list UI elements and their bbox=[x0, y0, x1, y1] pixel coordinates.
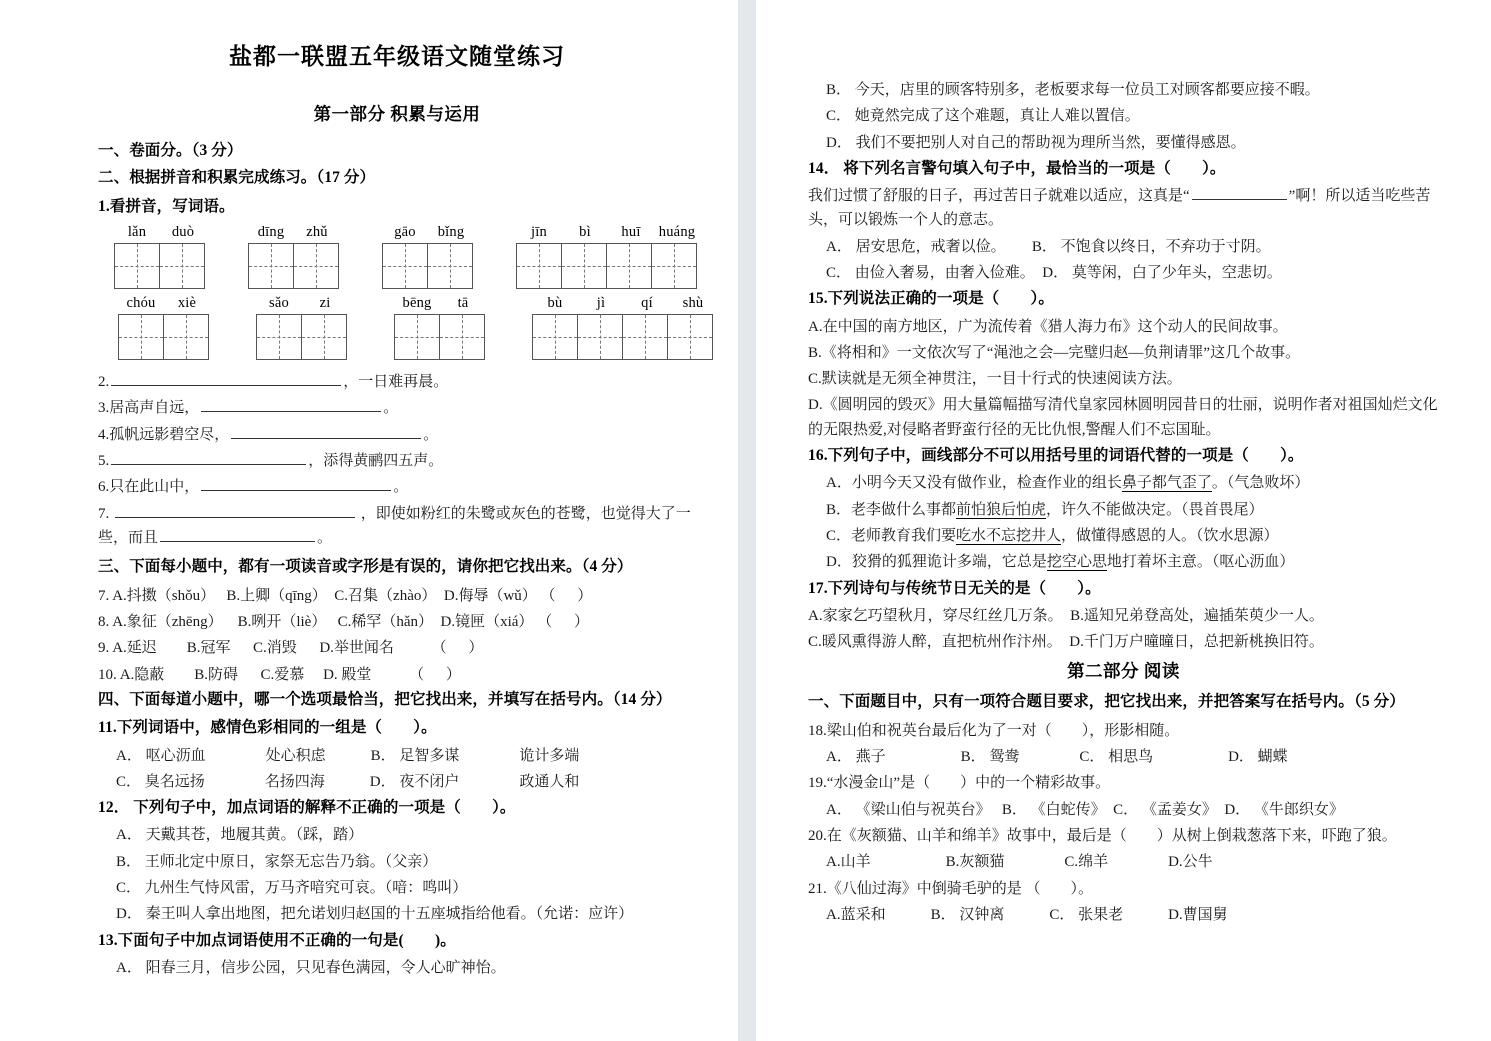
option-text-before: 狡猾的狐狸诡计多端，它总是 bbox=[851, 554, 1047, 571]
part-two-section-1-heading: 一、下面题目中，只有一项符合题目要求，把它找出来，并把答案写在括号内。（5 分） bbox=[808, 693, 1405, 711]
item-number: 7. bbox=[98, 587, 110, 604]
tianzige-grid[interactable] bbox=[118, 314, 210, 360]
option-b[interactable]: B.防碍 bbox=[194, 666, 239, 683]
pinyin-labels bbox=[256, 295, 348, 312]
pinyin-syllable: jīn bbox=[531, 224, 547, 241]
tianzige-cell[interactable] bbox=[163, 314, 209, 360]
question-15-option[interactable]: A.在中国的南方地区，广为流传着《猎人海力布》这个动人的民间故事。 bbox=[808, 318, 1288, 335]
pinyin-syllable: shù bbox=[682, 295, 704, 312]
item-text: ，添得黄鹂四五声。 bbox=[308, 453, 444, 470]
question-20-options[interactable]: A.山羊 B.灰额猫 C.绵羊 D.公牛 bbox=[826, 854, 1213, 871]
option-a[interactable]: A.象征（zhēng） bbox=[112, 614, 223, 631]
option-a[interactable]: A.延迟 bbox=[112, 640, 157, 657]
pinyin-syllable: chóu bbox=[126, 295, 156, 312]
answer-parenthesis[interactable]: （ ） bbox=[540, 587, 593, 604]
item-number: 9. bbox=[98, 640, 110, 657]
section-4-heading: 四、下面每道小题中，哪一个选项最恰当，把它找出来，并填写在括号内。（14 分） bbox=[98, 690, 672, 708]
question-12-heading: 12． 下列句子中，加点词语的解释不正确的一项是（ ）。 bbox=[98, 799, 516, 817]
stem-text-before: 我们过惯了舒服的日子，再过苦日子就难以适应，这真是“ bbox=[808, 188, 1190, 205]
option-b[interactable]: B． 不饱食以终日，不弃功于寸阴。 bbox=[1031, 238, 1271, 255]
tianzige-cell[interactable] bbox=[293, 243, 339, 289]
pron-item bbox=[98, 584, 696, 608]
pinyin-labels bbox=[532, 295, 716, 312]
option-b[interactable]: B.上卿（qīng） bbox=[226, 587, 327, 604]
item-number: 3. bbox=[98, 400, 110, 417]
item-text: 。 bbox=[423, 426, 439, 443]
answer-blank[interactable] bbox=[160, 527, 315, 542]
pinyin-syllable: huī bbox=[621, 224, 641, 241]
option-text-before: 小明今天又没有做作业，检查作业的组长 bbox=[851, 475, 1122, 492]
option-a[interactable]: A． 居安思危，戒奢以俭。 bbox=[826, 238, 1006, 255]
pinyin-syllable: lǎn bbox=[127, 224, 147, 241]
pinyin-labels bbox=[118, 295, 210, 312]
fill-item bbox=[98, 475, 696, 499]
question-16-option[interactable] bbox=[808, 471, 1439, 495]
question-15-heading: 15.下列说法正确的一项是（ ）。 bbox=[808, 290, 1054, 308]
item-number: 4. bbox=[98, 426, 110, 443]
pinyin-group bbox=[382, 224, 474, 289]
item-number: 10. bbox=[98, 666, 117, 683]
pinyin-syllable: jì bbox=[596, 295, 606, 312]
question-12-option[interactable]: C． 九州生气恃风雷，万马齐喑究可哀。（喑：鸣叫） bbox=[116, 880, 468, 897]
item-text: 孤帆远影碧空尽， bbox=[109, 426, 230, 443]
pinyin-syllable: tā bbox=[457, 295, 469, 312]
page-left bbox=[0, 0, 738, 1041]
pinyin-labels bbox=[248, 224, 340, 241]
option-text-before: 老李做什么事都 bbox=[851, 501, 957, 518]
tianzige-cell[interactable] bbox=[301, 314, 347, 360]
pron-item bbox=[98, 636, 696, 660]
option-c[interactable]: C.爱慕 bbox=[260, 666, 305, 683]
tianzige-cell[interactable] bbox=[532, 314, 578, 360]
pinyin-syllable: zi bbox=[319, 295, 331, 312]
question-15-option[interactable]: B.《将相和》一文依次写了“渑池之会—完璧归赵—负荆请罪”这几个故事。 bbox=[808, 344, 1301, 361]
item-text: 。 bbox=[383, 400, 399, 417]
question-21-options[interactable]: A.蓝采和 B． 汉钟离 C． 张果老 D.曹国舅 bbox=[826, 906, 1228, 923]
answer-blank[interactable] bbox=[231, 424, 421, 439]
option-text-after: ，做懂得感恩的人。（饮水思源） bbox=[1061, 527, 1279, 544]
option-d[interactable]: D.侮辱（wǔ） bbox=[443, 587, 537, 604]
pinyin-syllable: bēng bbox=[402, 295, 432, 312]
question-12-option[interactable]: A． 天戴其苍，地履其黄。（踩，踏） bbox=[116, 827, 364, 844]
question-13-option[interactable]: A． 阳春三月，信步公园，只见春色满园，令人心旷神怡。 bbox=[116, 959, 506, 976]
answer-parenthesis[interactable]: （ ） bbox=[375, 666, 462, 683]
pinyin-group bbox=[248, 224, 340, 289]
tianzige-cell[interactable] bbox=[427, 243, 473, 289]
pinyin-labels bbox=[394, 295, 486, 312]
pinyin-grid-row-2 bbox=[98, 295, 704, 360]
pinyin-group bbox=[532, 295, 716, 360]
question-12-option[interactable]: B． 王师北定中原日，家祭无忘告乃翁。（父亲） bbox=[116, 853, 438, 870]
question-11-options-row[interactable]: C． 臭名远扬 名扬四海 D． 夜不闭户 政通人和 bbox=[116, 773, 580, 790]
stem-text-after: ”啊！所以适当吃些苦头，可以锻炼一个人的意志。 bbox=[808, 188, 1431, 229]
question-19-options[interactable]: A． 《梁山伯与祝英台》 B． 《白蛇传》 C． 《孟姜女》 D． 《牛郎织女》 bbox=[826, 801, 1344, 818]
fill-item bbox=[98, 370, 696, 394]
option-text-after: 。（气急败坏） bbox=[1211, 475, 1310, 492]
item-text: 居高声自远， bbox=[109, 400, 200, 417]
option-d[interactable]: D.镜匣（xiá） bbox=[440, 614, 534, 631]
tianzige-grid[interactable] bbox=[248, 243, 340, 289]
page-title: 盐都一联盟五年级语文随堂练习 bbox=[229, 44, 565, 69]
pinyin-labels bbox=[382, 224, 474, 241]
option-a[interactable]: A.隐蔽 bbox=[119, 666, 165, 683]
item-number: 2. bbox=[98, 374, 110, 391]
answer-parenthesis[interactable]: （ ） bbox=[537, 614, 590, 631]
option-label: D． bbox=[826, 554, 852, 571]
section-2-heading: 二、根据拼音和积累完成练习。（17 分） bbox=[98, 169, 376, 187]
answer-blank[interactable] bbox=[111, 450, 306, 465]
tianzige-cell[interactable] bbox=[394, 314, 440, 360]
tianzige-cell[interactable] bbox=[248, 243, 294, 289]
option-c[interactable]: C.消毁 bbox=[253, 640, 297, 657]
question-17-heading: 17.下列诗句与传统节日无关的是（ ）。 bbox=[808, 579, 1101, 597]
tianzige-grid[interactable] bbox=[516, 243, 700, 289]
answer-blank[interactable] bbox=[115, 502, 355, 517]
tianzige-cell[interactable] bbox=[439, 314, 485, 360]
underlined-phrase: 挖空心思 bbox=[1046, 554, 1107, 571]
fill-item bbox=[98, 396, 696, 420]
question-16-heading: 16.下列句子中，画线部分不可以用括号里的词语代替的一项是（ ）。 bbox=[808, 447, 1304, 465]
pinyin-syllable: xiè bbox=[177, 295, 197, 312]
section-1-heading: 一、卷面分。（3 分） bbox=[98, 142, 243, 159]
question-18-options[interactable]: A． 燕子 B． 鸳鸯 C． 相思鸟 D． 蝴蝶 bbox=[826, 749, 1288, 766]
pron-item bbox=[98, 610, 696, 634]
pinyin-grid-row-1 bbox=[98, 224, 696, 289]
part-one-title: 第一部分 积累与运用 bbox=[313, 104, 481, 124]
pinyin-syllable: qí bbox=[641, 295, 653, 312]
option-c[interactable]: C.召集（zhào） bbox=[334, 587, 437, 604]
section-3-heading: 三、下面每小题中，都有一项读音或字形是有误的，请你把它找出来。（4 分） bbox=[98, 558, 633, 576]
pinyin-group bbox=[394, 295, 486, 360]
item-text: 。 bbox=[317, 529, 333, 546]
pinyin-syllable: gāo bbox=[394, 224, 416, 241]
pinyin-group bbox=[516, 224, 700, 289]
answer-blank[interactable] bbox=[111, 371, 341, 386]
question-20-stem: 20.在《灰额猫、山羊和绵羊》故事中，最后是（ ）从树上倒栽葱落下来，吓跑了狼。 bbox=[808, 828, 1397, 844]
answer-blank[interactable] bbox=[1192, 185, 1287, 200]
pinyin-group bbox=[118, 295, 210, 360]
tianzige-cell[interactable] bbox=[159, 243, 205, 289]
question-15-option[interactable]: D.《圆明园的毁灭》用大量篇幅描写清代皇家园林圆明园昔日的壮丽，说明作者对祖国灿烂文化的无限热爱,对侵略者野蛮行径的无比仇恨,警醒人们不忘国耻。 bbox=[808, 397, 1438, 438]
tianzige-cell[interactable] bbox=[382, 243, 428, 289]
question-12-option[interactable]: D． 秦王叫人拿出地图，把允诺划归赵国的十五座城指给他看。（允诺：应许） bbox=[116, 906, 634, 923]
answer-blank[interactable] bbox=[201, 476, 391, 491]
question-1-heading: 1.看拼音，写词语。 bbox=[98, 197, 235, 215]
item-text: 。 bbox=[393, 479, 409, 496]
tianzige-cell[interactable] bbox=[667, 314, 713, 360]
tianzige-cell[interactable] bbox=[256, 314, 302, 360]
pinyin-syllable: duò bbox=[171, 224, 195, 241]
option-d[interactable]: D.举世闻名 bbox=[319, 640, 394, 657]
answer-parenthesis[interactable]: （ ） bbox=[397, 640, 484, 657]
option-c[interactable]: C． 由俭入奢易，由奢入俭难。 bbox=[826, 265, 1035, 282]
tianzige-grid[interactable] bbox=[532, 314, 716, 360]
pron-item bbox=[98, 663, 696, 687]
fill-item bbox=[98, 423, 696, 447]
option-d[interactable]: D． 莫等闲，白了少年头，空悲切。 bbox=[1042, 265, 1282, 282]
option-a[interactable]: A.抖擞（shǒu） bbox=[112, 587, 216, 604]
tianzige-cell[interactable] bbox=[118, 314, 164, 360]
question-15-option[interactable]: C.默读就是无须全神贯注，一目十行式的快速阅读方法。 bbox=[808, 371, 1182, 388]
tianzige-grid[interactable] bbox=[382, 243, 474, 289]
question-17-options-row[interactable]: A.家家乞巧望秋月，穿尽红丝几万条。 B.遥知兄弟登高处，遍插茱萸少一人。 bbox=[808, 607, 1324, 624]
page-right bbox=[756, 0, 1491, 1041]
item-number: 7. bbox=[98, 505, 110, 522]
tianzige-grid[interactable] bbox=[256, 314, 348, 360]
question-16-option[interactable] bbox=[808, 524, 1439, 548]
tianzige-grid[interactable] bbox=[394, 314, 486, 360]
option-label: C． bbox=[826, 527, 852, 544]
item-number: 8. bbox=[98, 614, 110, 631]
pinyin-syllable: dīng bbox=[257, 224, 285, 241]
fill-item-7 bbox=[98, 502, 696, 551]
option-text-after: ，许久不能做决定。（畏首畏尾） bbox=[1046, 501, 1264, 518]
pinyin-syllable: bì bbox=[579, 224, 591, 241]
pinyin-group bbox=[256, 295, 348, 360]
question-11-heading: 11.下列词语中，感情色彩相同的一组是（ ）。 bbox=[98, 719, 437, 737]
underlined-phrase: 前怕狼后怕虎 bbox=[956, 501, 1047, 518]
tianzige-cell[interactable] bbox=[577, 314, 623, 360]
question-13-option[interactable]: B． 今天，店里的顾客特别多，老板要求每一位员工对顾客都要应接不暇。 bbox=[826, 82, 1320, 98]
option-d[interactable]: D. 殿堂 bbox=[323, 666, 372, 683]
option-b[interactable]: B.冠军 bbox=[186, 640, 231, 657]
option-label: B． bbox=[826, 501, 852, 518]
question-16-option[interactable] bbox=[808, 498, 1439, 522]
tianzige-cell[interactable] bbox=[622, 314, 668, 360]
option-b[interactable]: B.咧开（liè） bbox=[237, 614, 327, 631]
tianzige-cell[interactable] bbox=[516, 243, 562, 289]
option-c[interactable]: C.稀罕（hǎn） bbox=[337, 614, 434, 631]
item-number: 6. bbox=[98, 479, 110, 496]
fill-item bbox=[98, 449, 696, 473]
part-two-title: 第二部分 阅读 bbox=[1067, 661, 1180, 682]
pinyin-labels bbox=[114, 224, 206, 241]
question-18-stem: 18.梁山伯和祝英台最后化为了一对（ ），形影相随。 bbox=[808, 722, 1180, 739]
pinyin-syllable: zhǔ bbox=[306, 224, 328, 241]
option-text-after: 地打着坏主意。（呕心沥血） bbox=[1106, 554, 1295, 571]
question-11-options-row[interactable]: A． 呕心沥血 处心积虑 B． 足智多谋 诡计多端 bbox=[116, 747, 580, 764]
pinyin-labels bbox=[516, 224, 700, 241]
question-14-heading: 14． 将下列名言警句填入句子中，最恰当的一项是（ ）。 bbox=[808, 159, 1226, 177]
question-13-option[interactable]: C． 她竟然完成了这个难题，真让人难以置信。 bbox=[826, 108, 1140, 125]
tianzige-cell[interactable] bbox=[651, 243, 697, 289]
item-text: 只在此山中， bbox=[109, 479, 200, 496]
item-text: ，即使如粉红的朱鹭或灰色的苍鹭，也觉得大了一些，而且 bbox=[98, 505, 691, 546]
answer-blank[interactable] bbox=[201, 397, 381, 412]
page-gutter-divider bbox=[738, 0, 756, 1041]
tianzige-cell[interactable] bbox=[114, 243, 160, 289]
pinyin-syllable: bǐng bbox=[437, 224, 465, 241]
question-19-stem: 19.“水漫金山”是（ ）中的一个精彩故事。 bbox=[808, 775, 1111, 792]
pinyin-group bbox=[114, 224, 206, 289]
item-text: ，一日难再晨。 bbox=[343, 374, 449, 391]
option-text-before: 老师教育我们要 bbox=[851, 527, 957, 544]
underlined-phrase: 鼻子都气歪了 bbox=[1121, 475, 1212, 492]
question-14-options-row bbox=[808, 235, 1439, 259]
pinyin-syllable: bù bbox=[547, 295, 563, 312]
item-number: 5. bbox=[98, 453, 110, 470]
pinyin-syllable: huáng bbox=[658, 224, 696, 241]
question-21-stem: 21.《八仙过海》中倒骑毛驴的是 （ ）。 bbox=[808, 880, 1094, 897]
question-14-options-row bbox=[808, 261, 1439, 285]
underlined-phrase: 吃水不忘挖井人 bbox=[956, 527, 1062, 544]
question-14-stem bbox=[808, 184, 1439, 233]
question-13-heading: 13.下面句子中加点词语使用不正确的一句是( )。 bbox=[98, 931, 456, 949]
question-16-option[interactable] bbox=[808, 550, 1439, 574]
tianzige-cell[interactable] bbox=[561, 243, 607, 289]
option-label: A． bbox=[826, 475, 852, 492]
pinyin-syllable: sǎo bbox=[269, 295, 289, 312]
tianzige-cell[interactable] bbox=[606, 243, 652, 289]
question-17-options-row[interactable]: C.暖风熏得游人醉，直把杭州作汴州。 D.千门万户曈曈日，总把新桃换旧符。 bbox=[808, 634, 1324, 651]
question-13-option[interactable]: D． 我们不要把别人对自己的帮助视为理所当然，要懂得感恩。 bbox=[826, 134, 1246, 151]
tianzige-grid[interactable] bbox=[114, 243, 206, 289]
